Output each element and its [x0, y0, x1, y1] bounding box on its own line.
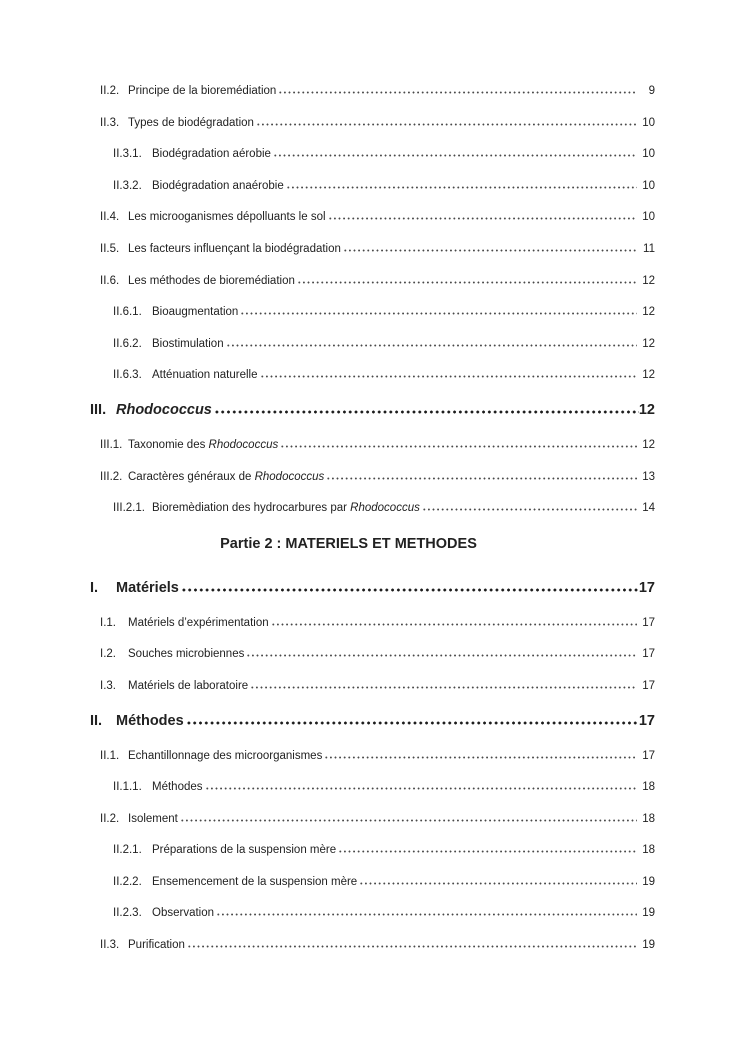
- toc-leader-dots: [216, 905, 637, 916]
- toc-entry: [0, 115, 655, 147]
- table-of-contents: [0, 83, 655, 969]
- toc-leader-dots: [240, 304, 637, 315]
- toc-entry-title-part: Préparations de la suspension mère: [152, 844, 337, 857]
- toc-leader-dots: [260, 367, 638, 378]
- toc-entry-page-number: 17: [642, 749, 655, 762]
- toc-entry-title-part: Matériels: [116, 579, 179, 596]
- toc-leader-dots: [250, 678, 637, 689]
- toc-entry-title-part: Rhodococcus: [350, 502, 420, 515]
- toc-entry-page-number: 11: [643, 242, 655, 255]
- toc-leader-dots: [205, 779, 637, 790]
- toc-entry-number: III.2.: [100, 470, 123, 483]
- toc-entry-title-part: Les microoganismes dépolluants le sol: [128, 211, 326, 224]
- toc-leader-dots: [214, 401, 639, 414]
- toc-entry-number: II.3.2.: [113, 179, 142, 192]
- toc-entry-title-part: Les facteurs influençant la biodégradation: [128, 242, 341, 255]
- toc-entry: [0, 615, 655, 647]
- toc-entry-page-number: 19: [642, 939, 655, 952]
- toc-leader-dots: [328, 209, 637, 220]
- toc-entry: [0, 678, 655, 710]
- toc-entry-page-number: 17: [638, 579, 655, 596]
- toc-entry-title: [152, 906, 214, 921]
- toc-part-heading: [0, 532, 655, 577]
- toc-leader-dots: [187, 937, 637, 948]
- toc-entry-title: [128, 274, 295, 289]
- toc-entry-number: II.3.: [100, 116, 120, 129]
- toc-entry-title-part: Purification: [128, 939, 185, 952]
- toc-entry: [0, 937, 655, 969]
- toc-leader-dots: [180, 811, 637, 822]
- toc-entry-number: II.2.2.: [113, 875, 142, 888]
- toc-entry-number: I.2.: [100, 648, 116, 661]
- toc-entry-title: [128, 938, 185, 953]
- toc-entry-page-number: 12: [642, 274, 655, 287]
- toc-entry-number: II.4.: [100, 211, 120, 224]
- toc-entry: [0, 469, 655, 501]
- toc-entry-page-number: 10: [642, 116, 655, 129]
- toc-entry-number: II.3.1.: [113, 148, 142, 161]
- toc-entry: [0, 273, 655, 305]
- toc-entry-title: [128, 616, 269, 631]
- toc-leader-dots: [246, 646, 637, 657]
- toc-leader-dots: [226, 336, 637, 347]
- toc-entry-page-number: 10: [642, 179, 655, 192]
- toc-entry-number: III.: [90, 401, 107, 418]
- toc-entry-title: [152, 305, 238, 320]
- toc-entry-page-number: 14: [642, 502, 655, 515]
- toc-entry-page-number: 12: [642, 369, 655, 382]
- toc-entry: [0, 367, 655, 399]
- toc-entry-title-part: Biostimulation: [152, 337, 224, 350]
- toc-entry: [0, 336, 655, 368]
- toc-entry-title-part: Observation: [152, 907, 215, 920]
- toc-entry-number: II.3.: [100, 939, 120, 952]
- toc-entry: [0, 437, 655, 469]
- toc-entry-page-number: 12: [638, 401, 655, 418]
- toc-entry-title-part: Matériels d’expérimentation: [128, 616, 269, 629]
- toc-entry-page-number: 17: [642, 679, 655, 692]
- toc-entry-page-number: 9: [648, 85, 655, 97]
- toc-leader-dots: [422, 500, 637, 511]
- toc-entry-title: [116, 579, 179, 598]
- toc-entry: [0, 779, 655, 811]
- toc-entry: [0, 399, 655, 437]
- toc-entry: [0, 209, 655, 241]
- toc-entry-page-number: 10: [642, 148, 655, 161]
- toc-entry-number: II.1.: [100, 749, 120, 762]
- toc-entry-title-part: Bioremèdiation des hydrocarbures par: [152, 502, 351, 515]
- toc-entry-title: [128, 679, 248, 694]
- toc-leader-dots: [280, 437, 637, 448]
- toc-entry: [0, 905, 655, 937]
- toc-entry-number: II.6.3.: [113, 369, 142, 382]
- toc-entry-number: II.6.1.: [113, 306, 142, 319]
- toc-entry: [0, 500, 655, 532]
- toc-entry-title-part: Echantillonnage des microorganismes: [128, 749, 323, 762]
- toc-entry-title: [128, 470, 324, 485]
- toc-entry-title: [152, 368, 258, 383]
- toc-entry-page-number: 17: [642, 616, 655, 629]
- toc-entry-number: II.2.: [100, 85, 120, 97]
- toc-entry-title-part: Biodégradation aérobie: [152, 148, 271, 161]
- toc-entry-number: II.: [90, 712, 103, 729]
- toc-entry-number: I.: [90, 579, 99, 596]
- toc-leader-dots: [297, 273, 637, 284]
- toc-entry-title: [128, 242, 341, 257]
- toc-entry-page-number: 17: [642, 648, 655, 661]
- toc-entry-page-number: 18: [642, 844, 655, 857]
- toc-entry-number: II.1.1.: [113, 781, 142, 794]
- toc-entry-number: III.2.1.: [113, 502, 145, 515]
- toc-entry: [0, 748, 655, 780]
- toc-entry-number: II.2.: [100, 812, 120, 825]
- toc-leader-dots: [181, 579, 639, 592]
- toc-entry-page-number: 18: [642, 812, 655, 825]
- toc-entry-title: [152, 843, 336, 858]
- toc-entry-title-part: Les méthodes de bioremédiation: [128, 274, 295, 287]
- toc-entry: [0, 241, 655, 273]
- toc-entry-number: II.2.3.: [113, 907, 142, 920]
- toc-entry-page-number: 19: [642, 875, 655, 888]
- toc-leader-dots: [286, 178, 637, 189]
- toc-entry-page-number: 12: [642, 337, 655, 350]
- toc-entry-title: [152, 179, 284, 194]
- toc-entry-title-part: Ensemencement de la suspension mère: [152, 875, 358, 888]
- toc-leader-dots: [273, 146, 637, 157]
- toc-leader-dots: [338, 842, 637, 853]
- toc-entry-page-number: 18: [642, 781, 655, 794]
- toc-entry-title-part: Rhodococcus: [254, 470, 325, 483]
- toc-entry-title-part: Atténuation naturelle: [152, 369, 258, 382]
- toc-entry-number: III.1.: [100, 438, 123, 451]
- toc-entry: [0, 304, 655, 336]
- toc-entry-title: [152, 147, 271, 162]
- toc-leader-dots: [186, 712, 639, 725]
- toc-entry-title-part: Biodégradation anaérobie: [152, 179, 284, 192]
- toc-leader-dots: [278, 83, 637, 94]
- toc-entry-title: [128, 647, 244, 662]
- toc-entry-title-part: Bioaugmentation: [152, 306, 239, 319]
- toc-entry-page-number: 13: [642, 470, 655, 483]
- toc-entry-title: [116, 401, 212, 420]
- toc-entry: [0, 178, 655, 210]
- toc-entry-title-part: Caractères généraux de: [128, 470, 255, 483]
- toc-entry-number: II.5.: [100, 242, 120, 255]
- toc-entry-title-part: Rhodococcus: [116, 401, 212, 418]
- toc-entry: [0, 811, 655, 843]
- toc-leader-dots: [256, 115, 637, 126]
- toc-entry: [0, 646, 655, 678]
- toc-entry: [0, 577, 655, 615]
- toc-entry-title: [128, 812, 178, 827]
- toc-entry-title-part: Matériels de laboratoire: [128, 679, 249, 692]
- toc-leader-dots: [359, 874, 637, 885]
- toc-entry-page-number: 19: [642, 907, 655, 920]
- toc-entry-title-part: Types de biodégradation: [128, 116, 254, 129]
- toc-entry: [0, 146, 655, 178]
- toc-entry-page-number: 17: [638, 712, 655, 729]
- toc-leader-dots: [343, 241, 637, 252]
- toc-part-heading-label: Partie 2 : MATERIELS ET METHODES: [220, 535, 477, 552]
- toc-entry-number: II.2.1.: [113, 844, 142, 857]
- toc-entry-number: I.3.: [100, 679, 116, 692]
- toc-entry-title-part: Méthodes: [116, 712, 184, 729]
- toc-entry: [0, 83, 655, 115]
- toc-entry-title-part: Isolement: [128, 812, 178, 825]
- toc-entry-page-number: 10: [642, 211, 655, 224]
- toc-entry-number: II.6.2.: [113, 337, 142, 350]
- toc-entry-title-part: Souches microbiennes: [128, 648, 245, 661]
- toc-entry-title: [128, 84, 276, 99]
- toc-entry-title: [128, 116, 254, 131]
- toc-entry-title: [152, 501, 420, 516]
- toc-entry: [0, 874, 655, 906]
- toc-entry-number: I.1.: [100, 616, 116, 629]
- toc-entry-title: [152, 780, 203, 795]
- toc-entry-title: [128, 749, 322, 764]
- toc-entry-title-part: Principe de la bioremédiation: [128, 85, 277, 97]
- toc-leader-dots: [271, 615, 637, 626]
- toc-entry-title: [116, 712, 184, 731]
- toc-entry: [0, 842, 655, 874]
- toc-entry-title: [128, 210, 326, 225]
- toc-entry-title: [152, 337, 224, 352]
- toc-entry-title-part: Rhodococcus: [208, 438, 279, 451]
- toc-entry-page-number: 12: [642, 306, 655, 319]
- toc-entry-title-part: Taxonomie des: [128, 438, 209, 451]
- toc-leader-dots: [326, 469, 637, 480]
- toc-entry-title: [128, 438, 278, 453]
- toc-entry-title-part: Méthodes: [152, 781, 203, 794]
- toc-entry-number: II.6.: [100, 274, 120, 287]
- toc-entry-page-number: 12: [642, 438, 655, 451]
- toc-leader-dots: [324, 748, 637, 759]
- toc-entry: [0, 710, 655, 748]
- toc-entry-title: [152, 875, 357, 890]
